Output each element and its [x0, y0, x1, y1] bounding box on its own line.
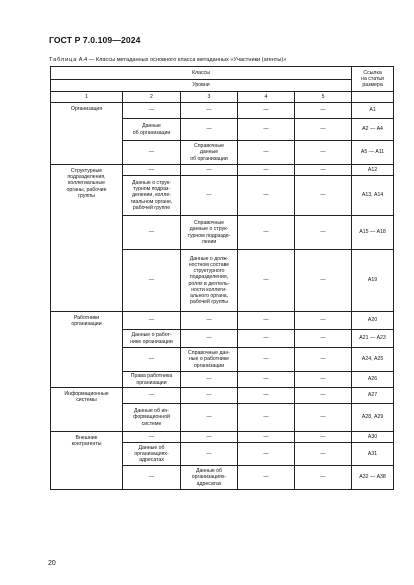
ref-cell: А32 — А38	[352, 466, 394, 490]
level-cell: —	[238, 103, 295, 119]
class-cell: Внешние контрагенты	[51, 432, 123, 490]
table-row	[51, 388, 394, 404]
level-cell: Справочные данные об организации	[181, 141, 238, 165]
metadata-classes-table	[50, 66, 394, 490]
level-cell: —	[295, 388, 352, 404]
level-cell: —	[238, 250, 295, 312]
class-cell: Структурные подразделения, коллегиальные органы, рабочие группы	[51, 165, 123, 312]
level-cell: —	[238, 216, 295, 250]
level-cell: —	[238, 372, 295, 388]
class-cell: Информационные системы	[51, 388, 123, 432]
level-cell: —	[123, 388, 181, 404]
level-cell: —	[295, 404, 352, 432]
level-cell: —	[238, 312, 295, 330]
level-cell: —	[181, 165, 238, 176]
level-number: 5	[295, 92, 352, 103]
level-cell: —	[295, 250, 352, 312]
level-cell: Данные об организациях- адресатах	[123, 443, 181, 466]
level-cell: —	[123, 103, 181, 119]
level-cell: —	[238, 165, 295, 176]
level-cell: —	[238, 141, 295, 165]
level-cell: —	[238, 388, 295, 404]
level-cell: —	[238, 330, 295, 348]
table-caption	[49, 57, 286, 63]
ref-cell: А31	[352, 443, 394, 466]
level-cell: —	[181, 312, 238, 330]
ref-cell: А27	[352, 388, 394, 404]
table-caption-lead: Таблица	[49, 57, 78, 63]
level-cell: —	[181, 372, 238, 388]
ref-cell: А20	[352, 312, 394, 330]
ref-cell: А28, А29	[352, 404, 394, 432]
level-cell: —	[181, 103, 238, 119]
level-cell: —	[295, 330, 352, 348]
table-row	[51, 312, 394, 330]
ref-cell: А2 — А4	[352, 119, 394, 141]
level-cell: Данные об организации	[123, 119, 181, 141]
class-cell: Организация	[51, 103, 123, 165]
level-cell: —	[238, 404, 295, 432]
level-cell: —	[181, 432, 238, 443]
level-cell: —	[295, 312, 352, 330]
level-cell: —	[181, 388, 238, 404]
level-cell: —	[295, 348, 352, 372]
level-number: 2	[123, 92, 181, 103]
level-cell: —	[238, 119, 295, 141]
level-cell: Данные об ин- формационной системе	[123, 404, 181, 432]
ref-cell: А15 — А18	[352, 216, 394, 250]
level-cell: —	[238, 348, 295, 372]
ref-cell: А30	[352, 432, 394, 443]
level-cell: —	[123, 312, 181, 330]
ref-cell: А21 — А23	[352, 330, 394, 348]
level-cell: —	[181, 330, 238, 348]
level-cell: —	[123, 141, 181, 165]
level-number: 3	[181, 92, 238, 103]
header-levels: Уровни	[51, 80, 352, 92]
ref-cell: А5 — А11	[352, 141, 394, 165]
level-cell: Права работника организации	[123, 372, 181, 388]
level-cell: —	[181, 119, 238, 141]
level-cell: Данные о работ- нике организации	[123, 330, 181, 348]
level-cell: —	[238, 466, 295, 490]
level-cell: Данные о струк- турном подраз- делении, колле- гиальном органе, рабочей группе	[123, 176, 181, 216]
ref-cell: А13, А14	[352, 176, 394, 216]
level-number-ref	[352, 92, 394, 103]
ref-cell: А1	[352, 103, 394, 119]
ref-cell: А19	[352, 250, 394, 312]
level-number: 4	[238, 92, 295, 103]
level-cell: Данные об организациях- адресатах	[181, 466, 238, 490]
level-cell: —	[295, 432, 352, 443]
level-cell: —	[181, 443, 238, 466]
level-cell: —	[123, 432, 181, 443]
level-cell: —	[123, 466, 181, 490]
level-cell: —	[238, 432, 295, 443]
level-cell: —	[295, 372, 352, 388]
level-cell: —	[238, 176, 295, 216]
table-row	[51, 432, 394, 443]
level-cell: —	[295, 176, 352, 216]
table-body	[51, 103, 394, 490]
page-number: 20	[48, 560, 56, 567]
level-cell: —	[181, 176, 238, 216]
header-classes: Классы	[51, 67, 352, 80]
level-cell: —	[181, 404, 238, 432]
level-number: 1	[51, 92, 123, 103]
class-cell: Работники организации	[51, 312, 123, 388]
table-caption-text: А.4 — Классы метаданных основного класса метаданных «Участники (агенты)»	[78, 57, 287, 63]
level-cell: —	[295, 216, 352, 250]
document-header: ГОСТ Р 7.0.109—2024	[49, 35, 141, 45]
level-cell: —	[123, 165, 181, 176]
level-cell: —	[295, 466, 352, 490]
ref-cell: А24, А25	[352, 348, 394, 372]
ref-cell: А26	[352, 372, 394, 388]
table-row	[51, 103, 394, 119]
table-row	[51, 165, 394, 176]
level-cell: Справочные данные о струк- турном подразде- лении	[181, 216, 238, 250]
level-cell: —	[123, 348, 181, 372]
level-cell: —	[238, 443, 295, 466]
level-cell: —	[295, 443, 352, 466]
level-cell: —	[295, 141, 352, 165]
level-cell: Данные о долж- ностном составе структурного подразделения, ролях в деятель- ности коллеги- ального органа, рабочей группы	[181, 250, 238, 312]
level-cell: Справочные дан- ные о работнике организации	[181, 348, 238, 372]
level-cell: —	[123, 216, 181, 250]
level-cell: —	[123, 250, 181, 312]
header-ref: Ссылка на статьи размера	[352, 67, 394, 92]
level-cell: —	[295, 165, 352, 176]
level-cell: —	[295, 103, 352, 119]
level-cell: —	[295, 119, 352, 141]
ref-cell: А12	[352, 165, 394, 176]
